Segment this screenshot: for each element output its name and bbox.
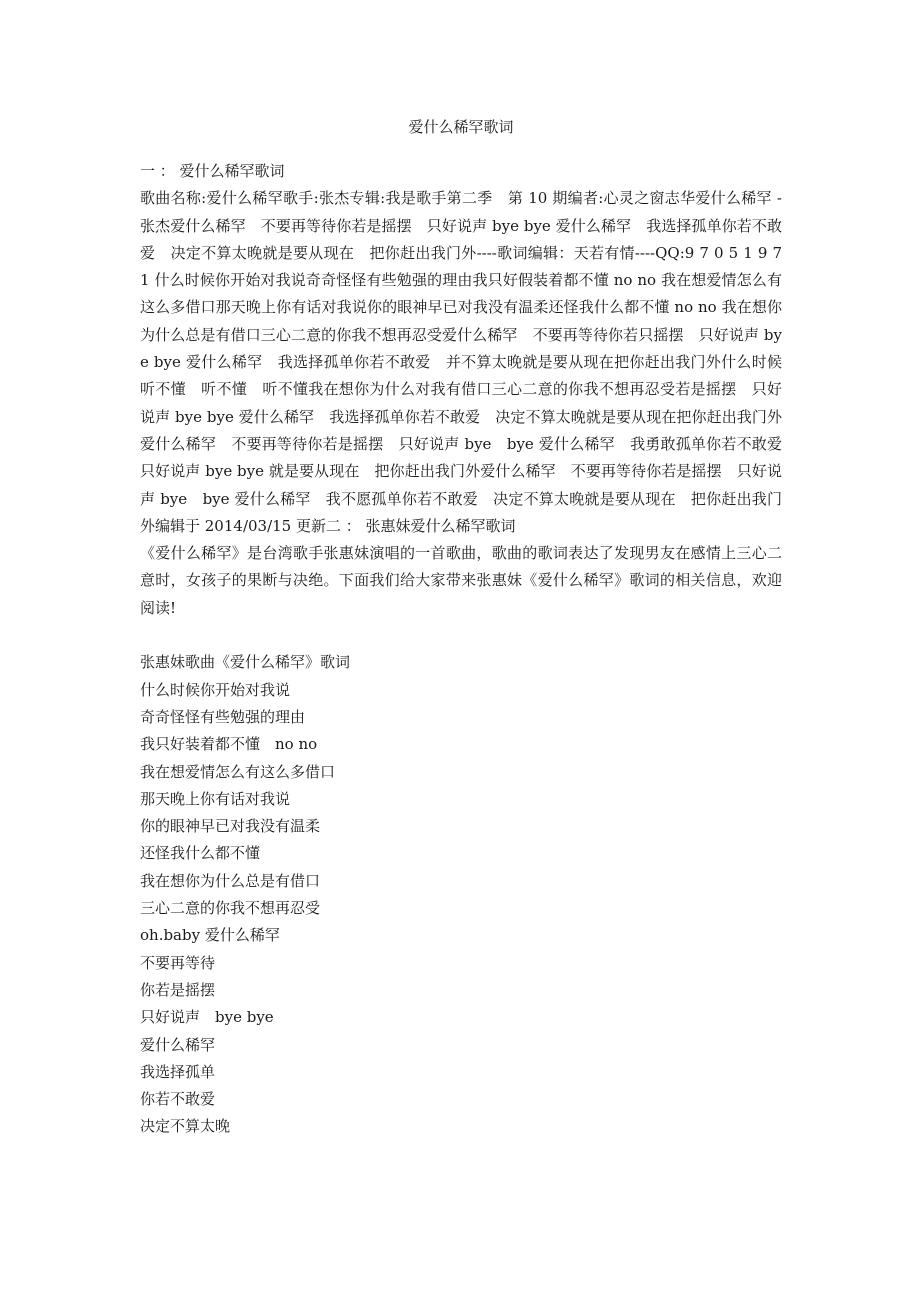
- lyric-line: 那天晚上你有话对我说: [140, 789, 291, 808]
- lyric-line: 我选择孤单: [140, 1062, 216, 1081]
- lyric-line: oh.baby 爱什么稀罕: [140, 926, 280, 945]
- blank-line: [140, 622, 782, 649]
- lyric-line: 你的眼神早已对我没有温柔: [140, 817, 321, 836]
- lyric-line: 爱什么稀罕: [140, 1035, 216, 1054]
- lyric-line: 你若是摇摆: [140, 980, 216, 999]
- document-title: 爱什么稀罕歌词: [408, 118, 514, 136]
- lyric-line: 什么时候你开始对我说: [140, 680, 291, 699]
- document-body: [140, 158, 798, 1141]
- lyric-line: 我在想爱情怎么有这么多借口: [140, 762, 336, 781]
- lyric-line: 决定不算太晚: [140, 1117, 231, 1136]
- lyrics-heading: 张惠妹歌曲《爱什么稀罕》歌词: [140, 653, 351, 672]
- lyric-line: 三心二意的你我不想再忍受: [140, 899, 321, 918]
- section-heading: 一 ： 爱什么稀罕歌词: [140, 162, 285, 180]
- lyric-line: 只好说声 bye bye: [140, 1008, 274, 1027]
- lyric-line: 我只好装着都不懂 no no: [140, 735, 318, 754]
- lyric-line: 奇奇怪怪有些勉强的理由: [140, 707, 306, 726]
- lyric-line: 还怪我什么都不懂: [140, 844, 261, 863]
- intro-paragraph: 《爱什么稀罕》是台湾歌手张惠妹演唱的一首歌曲，歌曲的歌词表达了发现男友在感情上三心二意时，女孩子的果断与决绝。下面我们给大家带来张惠妹《爱什么稀罕》歌词的相关信息，欢迎阅读!: [140, 544, 782, 617]
- lyric-line: 你若不敢爱: [140, 1090, 216, 1109]
- lyrics-list: [140, 677, 782, 1141]
- lyric-line: 我在想你为什么总是有借口: [140, 871, 321, 890]
- section-body-paragraph: 歌曲名称:爱什么稀罕歌手:张杰专辑:我是歌手第二季 第 10 期编者:心灵之窗志华爱什么稀罕 - 张杰爱什么稀罕 不要再等待你若是摇摆 只好说声 bye bye 爱什么稀罕 我选择孤单你若不敢爱 决定不算太晚就是要从现在 把你赶出我门外----歌词编辑：天若有情----QQ:9 7 0 5 1 9 7 1 什么时候你开始对我说奇奇怪怪有些勉强的理由我只好假装着都不懂 no no 我在想爱情怎么有这么多借口那天晚上你有话对我说你的眼神早已对我没有温柔还怪我什么都不懂 no no 我在想你为什么总是有借口三心二意的你我不想再忍受爱什么稀罕 不要再等待你若只摇摆 只好说声 bye bye 爱什么稀罕 我选择孤单你若不敢爱 并不算太晚就是要从现在把你赶出我门外什么时候听不懂 听不懂 听不懂我在想你为什么对我有借口三心二意的你我不想再忍受若是摇摆 只好说声 bye bye 爱什么稀罕 我选择孤单你若不敢爱 决定不算太晚就是要从现在把你赶出我门外爱什么稀罕 不要再等待你若是摇摆 只好说声 bye bye 爱什么稀罕 我勇敢孤单你若不敢爱 只好说声 bye bye 就是要从现在 把你赶出我门外爱什么稀罕 不要再等待你若是摇摆 只好说声 bye bye 爱什么稀罕 我不愿孤单你若不敢爱 决定不算太晚就是要从现在 把你赶出我门外编辑于 2014/03/15 更新二 ： 张惠妹爱什么稀罕歌词: [140, 189, 798, 535]
- lyric-line: 不要再等待: [140, 953, 216, 972]
